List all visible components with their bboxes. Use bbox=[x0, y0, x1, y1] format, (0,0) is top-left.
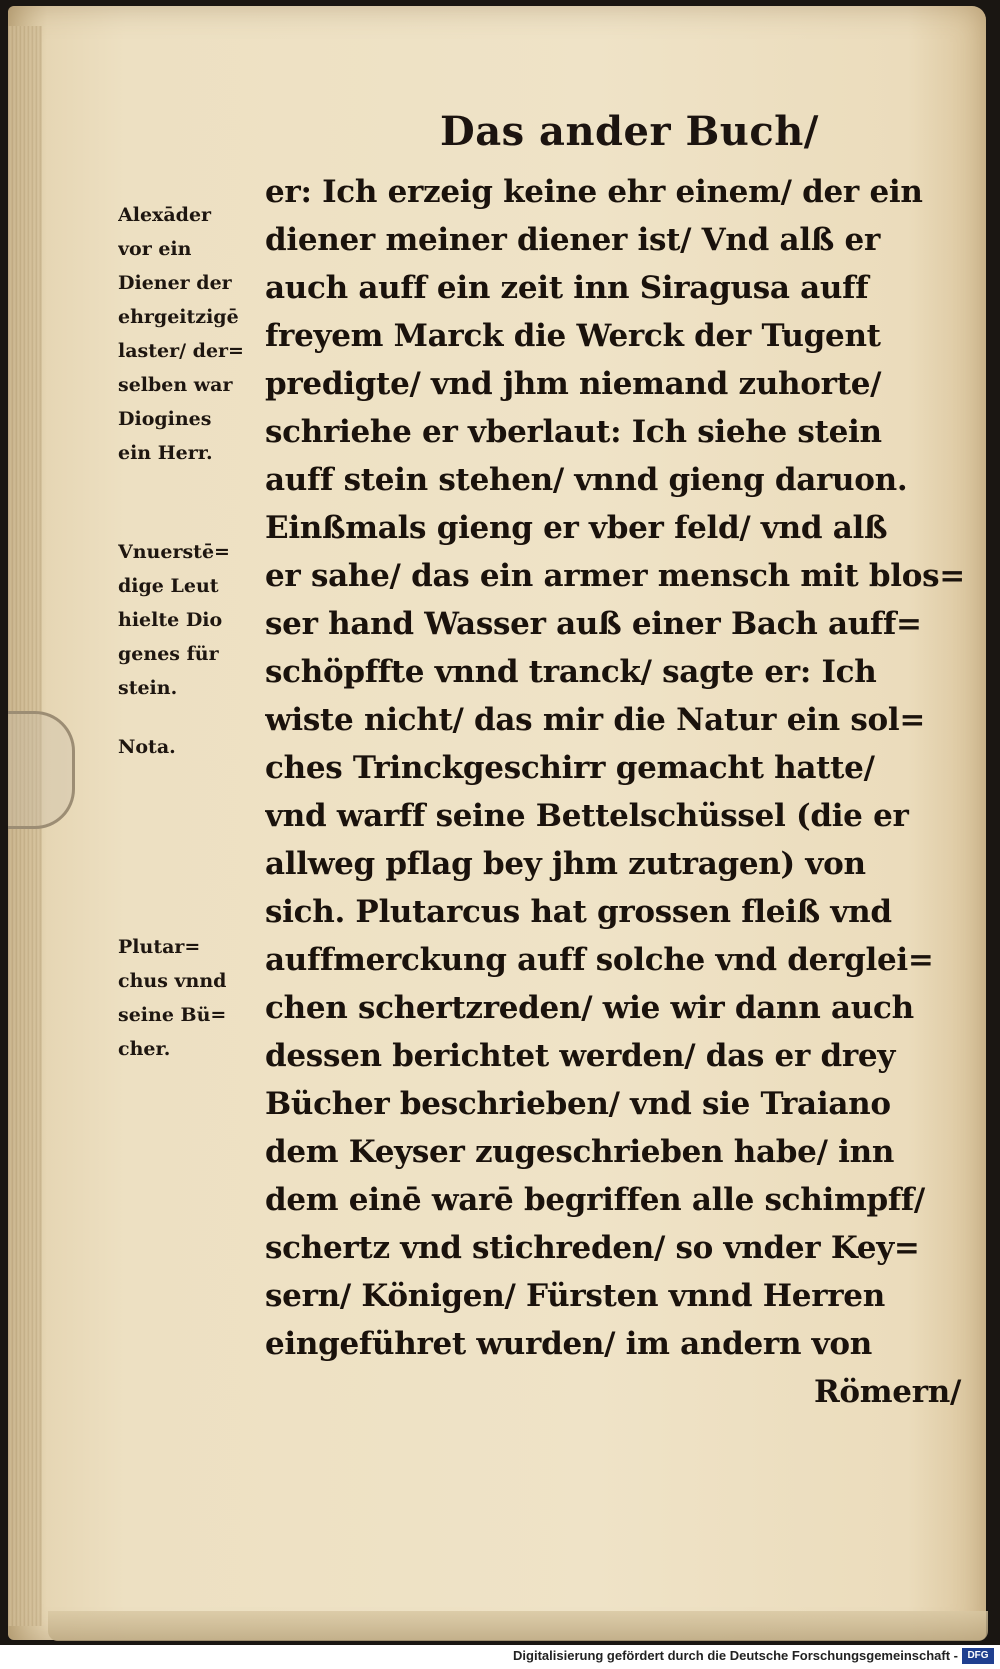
margin-note-line: vor ein bbox=[118, 238, 192, 260]
margin-note-line: laster/ der= bbox=[118, 340, 244, 362]
margin-note-line: hielte Dio bbox=[118, 609, 223, 631]
page-bottom-edge bbox=[48, 1611, 988, 1641]
margin-note-line: stein. bbox=[118, 677, 178, 699]
margin-note-line: Diogines bbox=[118, 408, 212, 430]
margin-note-line: dige Leut bbox=[118, 575, 219, 597]
text-line: dem Keyser zugeschrieben habe/ inn bbox=[265, 1134, 895, 1170]
text-line: Bücher beschrieben/ vnd sie Traiano bbox=[265, 1086, 891, 1122]
text-line: vnd warff seine Bettelschüssel (die er bbox=[265, 798, 909, 834]
text-line: ser hand Wasser auß einer Bach auff= bbox=[265, 606, 922, 642]
margin-note-line: Alexāder bbox=[118, 204, 212, 226]
margin-note-line: Nota. bbox=[118, 736, 176, 758]
margin-note-nota bbox=[118, 730, 268, 764]
text-line: dem einē warē begriffen alle schimpff/ bbox=[265, 1182, 925, 1218]
margin-note-line: Vnuerstē= bbox=[118, 541, 230, 563]
text-line: wiste nicht/ das mir die Natur ein sol= bbox=[265, 702, 926, 738]
running-head: Das ander Buch/ bbox=[440, 108, 819, 155]
text-line: chen schertzreden/ wie wir dann auch bbox=[265, 990, 914, 1026]
text-line: freyem Marck die Werck der Tugent bbox=[265, 318, 881, 354]
footer-credit: Digitalisierung gefördert durch die Deutsche Forschungsgemeinschaft - bbox=[513, 1648, 958, 1663]
margin-note-line: chus vnnd bbox=[118, 970, 227, 992]
dfg-logo: DFG bbox=[962, 1648, 994, 1664]
text-line: sern/ Königen/ Fürsten vnnd Herren bbox=[265, 1278, 885, 1314]
text-line: dessen berichtet werden/ das er drey bbox=[265, 1038, 896, 1074]
text-line: schertz vnd stichreden/ so vnder Key= bbox=[265, 1230, 920, 1266]
margin-note-line: cher. bbox=[118, 1038, 171, 1060]
book-clasp bbox=[8, 711, 75, 829]
margin-note-line: seine Bü= bbox=[118, 1004, 227, 1026]
margin-note-plutarchus bbox=[118, 930, 268, 1066]
text-line: schriehe er vberlaut: Ich siehe stein bbox=[265, 414, 882, 450]
margin-note-line: Diener der bbox=[118, 272, 232, 294]
text-line: auffmerckung auff solche vnd derglei= bbox=[265, 942, 934, 978]
text-line: er: Ich erzeig keine ehr einem/ der ein bbox=[265, 174, 923, 210]
text-line: predigte/ vnd jhm niemand zuhorte/ bbox=[265, 366, 882, 402]
body-text bbox=[265, 168, 965, 1416]
margin-note-alexander bbox=[118, 198, 268, 470]
text-line: allweg pflag bey jhm zutragen) von bbox=[265, 846, 866, 882]
text-line: Einßmals gieng er vber feld/ vnd alß bbox=[265, 510, 888, 546]
text-line: auch auff ein zeit inn Siragusa auff bbox=[265, 270, 869, 306]
text-line: auff stein stehen/ vnnd gieng daruon. bbox=[265, 462, 908, 498]
text-line: diener meiner diener ist/ Vnd alß er bbox=[265, 222, 880, 258]
margin-note-line: ein Herr. bbox=[118, 442, 213, 464]
margin-note-unverstendige bbox=[118, 535, 268, 705]
text-line: schöpffte vnnd tranck/ sagte er: Ich bbox=[265, 654, 877, 690]
margin-note-line: ehrgeitzigē bbox=[118, 306, 239, 328]
text-line: eingeführet wurden/ im andern von bbox=[265, 1326, 873, 1362]
catchword: Römern/ bbox=[813, 1374, 961, 1410]
margin-note-line: genes für bbox=[118, 643, 219, 665]
margin-note-line: Plutar= bbox=[118, 936, 201, 958]
margin-note-line: selben war bbox=[118, 374, 233, 396]
text-line: er sahe/ das ein armer mensch mit blos= bbox=[265, 558, 965, 594]
text-line: ches Trinckgeschirr gemacht hatte/ bbox=[265, 750, 875, 786]
text-line: sich. Plutarcus hat grossen fleiß vnd bbox=[265, 894, 892, 930]
footer-bar bbox=[0, 1645, 1000, 1669]
